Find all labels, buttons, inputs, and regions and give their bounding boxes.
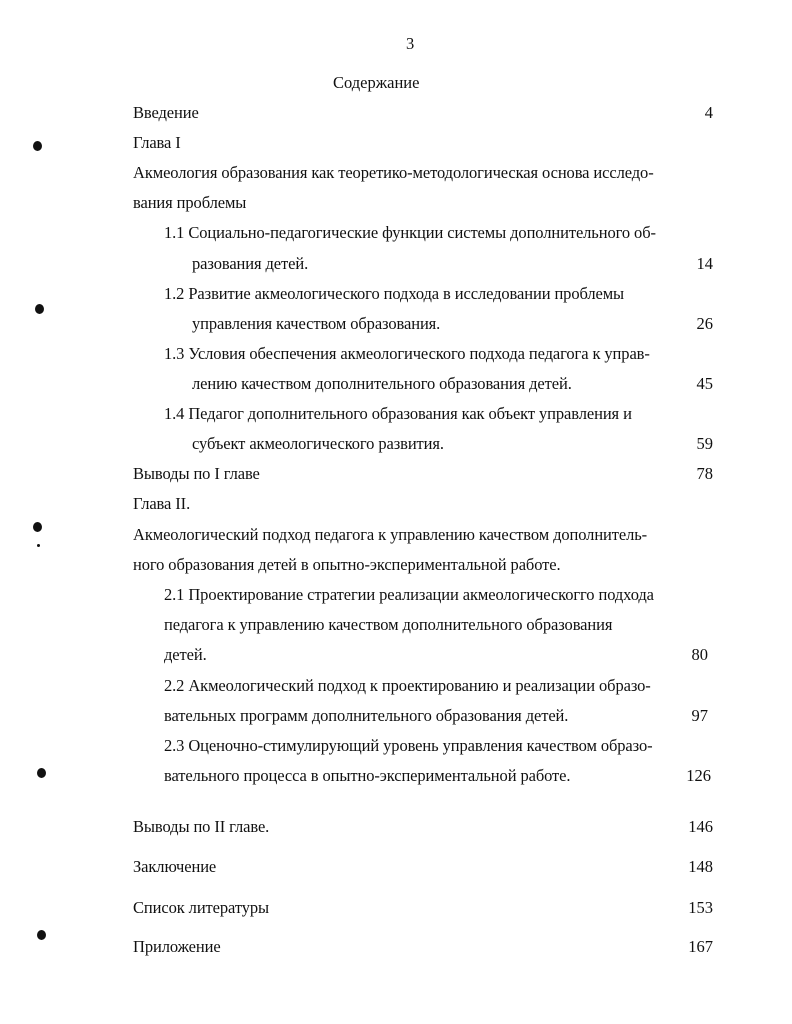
chapter-1-heading: Глава I	[133, 133, 181, 152]
toc-entry-conclusions-1: Выводы по I главе	[133, 464, 260, 483]
chapter-2-title: ного образования детей в опытно-экспериментальной работе.	[133, 555, 561, 574]
page-title: Содержание	[333, 73, 420, 92]
toc-section-2-1: детей.	[164, 645, 207, 664]
toc-section-1-4: 1.4 Педагог дополнительного образования как объект управления и	[164, 404, 632, 423]
speck-mark	[37, 544, 40, 547]
toc-page-1-1: 14	[696, 254, 713, 273]
toc-page-2-1: 80	[691, 645, 708, 664]
toc-page-intro: 4	[704, 103, 713, 122]
toc-section-2-3: вательного процесса в опытно-экспериментальной работе.	[164, 766, 571, 785]
punch-hole-mark	[35, 304, 44, 314]
chapter-1-title: вания проблемы	[133, 193, 247, 212]
toc-section-2-2: 2.2 Акмеологический подход к проектированию и реализации образо-	[164, 676, 651, 695]
toc-section-1-3: 1.3 Условия обеспечения акмеологического подхода педагога к управ-	[164, 344, 650, 363]
toc-page-conclusions-2: 146	[688, 817, 713, 836]
toc-entry-appendix: Приложение	[133, 937, 221, 956]
toc-entry-intro: Введение	[133, 103, 199, 122]
toc-page-1-2: 26	[696, 314, 713, 333]
toc-section-1-4: субъект акмеологического развития.	[192, 434, 444, 453]
punch-hole-mark	[37, 768, 46, 778]
toc-section-1-2: 1.2 Развитие акмеологического подхода в исследовании проблемы	[164, 284, 625, 303]
toc-page-conclusion: 148	[688, 857, 713, 876]
toc-section-2-3: 2.3 Оценочно-стимулирующий уровень управления качеством образо-	[164, 736, 653, 755]
toc-page-references: 153	[688, 898, 713, 917]
toc-section-1-1: 1.1 Социально-педагогические функции системы дополнительного об-	[164, 223, 656, 242]
toc-page-appendix: 167	[688, 937, 713, 956]
punch-hole-mark	[37, 930, 46, 940]
punch-hole-mark	[33, 141, 42, 151]
toc-section-2-1: 2.1 Проектирование стратегии реализации акмеологическогго подхода	[164, 585, 654, 604]
toc-page-1-4: 59	[696, 434, 713, 453]
chapter-1-title: Акмеология образования как теоретико-методологическая основа исследо-	[133, 163, 654, 182]
chapter-2-title: Акмеологический подход педагога к управлению качеством дополнитель-	[133, 525, 648, 544]
chapter-2-heading: Глава II.	[133, 494, 191, 513]
toc-section-1-3: лению качеством дополнительного образования детей.	[192, 374, 572, 393]
punch-hole-mark	[33, 522, 42, 532]
toc-section-1-2: управления качеством образования.	[192, 314, 441, 333]
toc-entry-references: Список литературы	[133, 898, 270, 917]
toc-page-2-3: 126	[686, 766, 711, 785]
toc-section-1-1: разования детей.	[192, 254, 309, 273]
toc-section-2-1: педагога к управлению качеством дополнительного образования	[164, 615, 613, 634]
toc-page-2-2: 97	[691, 706, 708, 725]
toc-page-1-3: 45	[696, 374, 713, 393]
toc-entry-conclusions-2: Выводы по II главе.	[133, 817, 270, 836]
toc-section-2-2: вательных программ дополнительного образования детей.	[164, 706, 569, 725]
toc-page-conclusions-1: 78	[696, 464, 713, 483]
toc-entry-conclusion: Заключение	[133, 857, 217, 876]
page-number: 3	[406, 34, 415, 53]
